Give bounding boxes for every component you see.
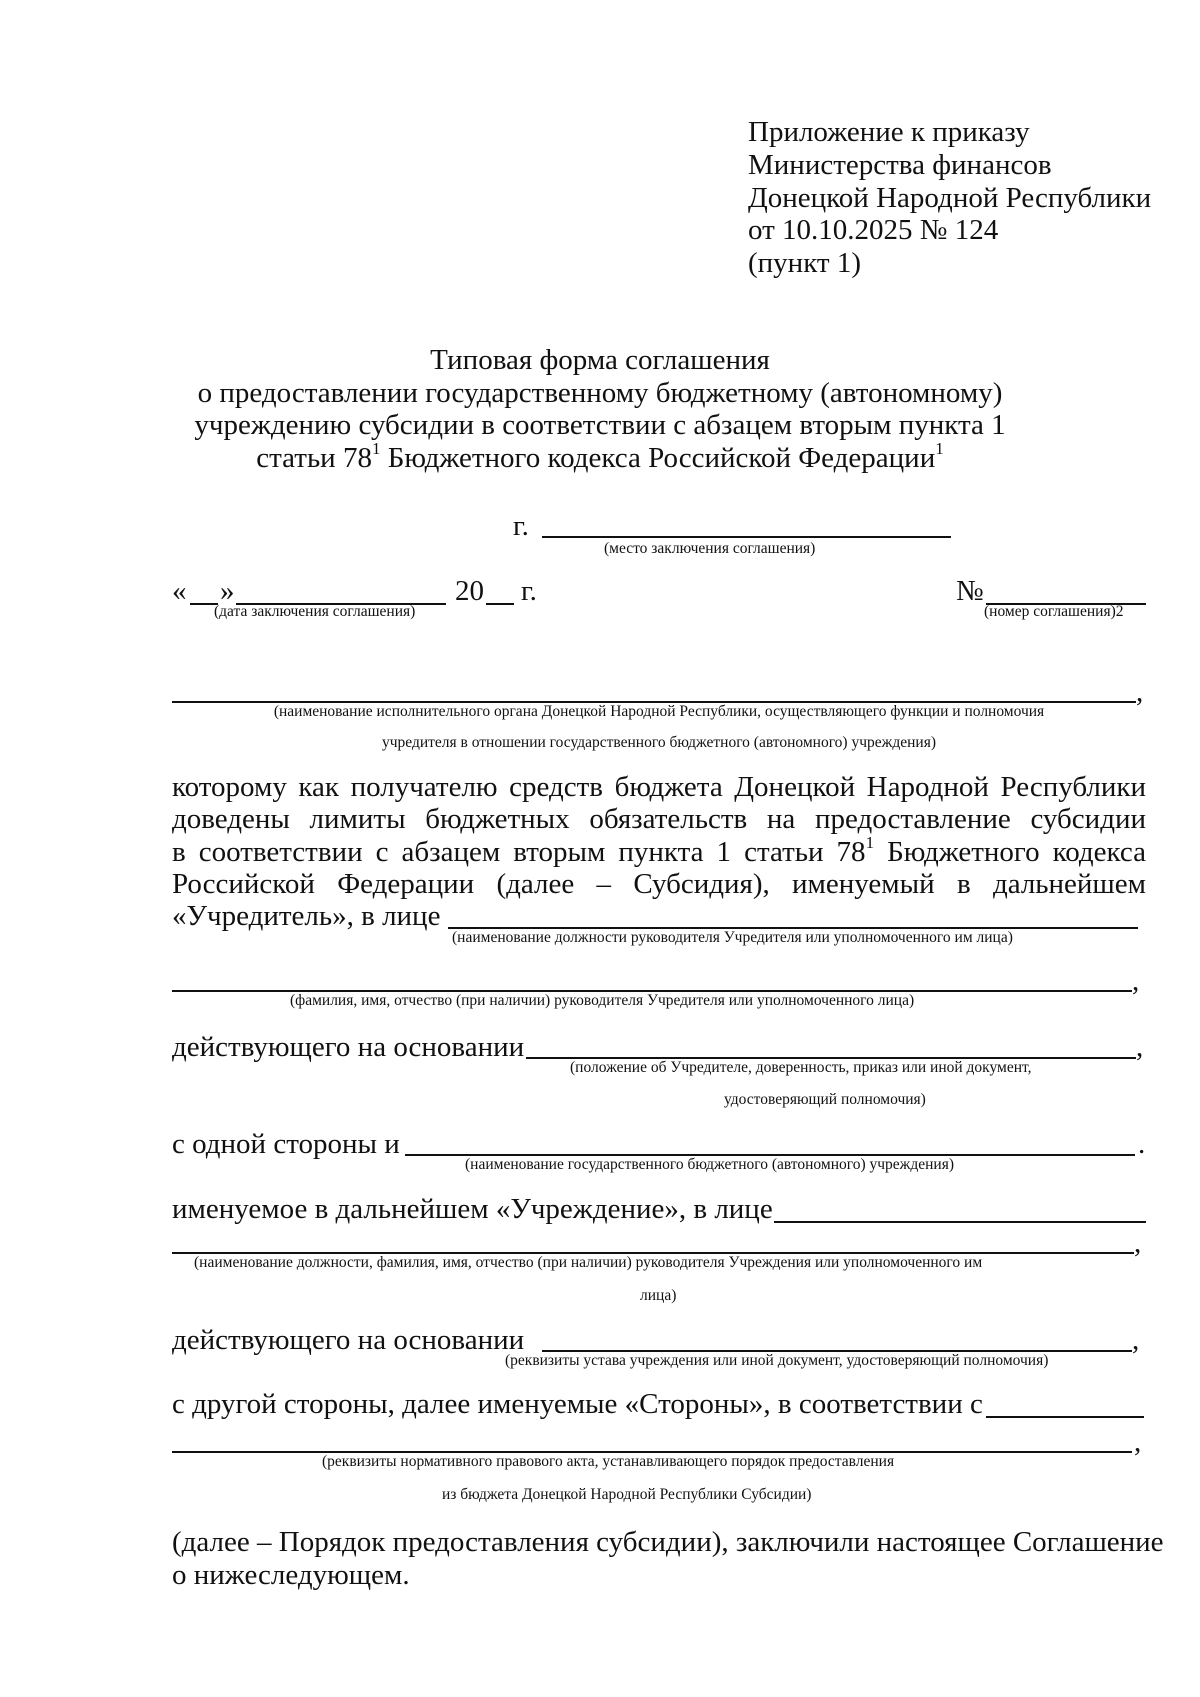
title-line-3: учреждению субсидии в соответствии с абзацем вторым пункта 1: [194, 409, 1006, 441]
paragraph-line-3-a: в соответствии с абзацем вторым пункта 1 статьи 78: [172, 836, 866, 868]
year-suffix: г.: [521, 575, 537, 607]
institution-comma: ,: [1134, 1227, 1142, 1259]
title-article: статьи 78: [256, 442, 372, 474]
institution-text: именуемое в дальнейшем «Учреждение», в лице: [172, 1193, 773, 1225]
title-article-superscript: 1: [371, 439, 381, 458]
institution-representative-blank-line-1: [774, 1221, 1146, 1223]
organ-caption-2: учредителя в отношении государственного бюджетного (автономного) учреждения): [382, 734, 936, 751]
regulation-caption-2: из бюджета Донецкой Народной Республики Субсидии): [442, 1486, 812, 1503]
paragraph-line-3-b: Бюджетного кодекса: [874, 836, 1146, 868]
other-side-text: с другой стороны, далее именуемые «Стороны», в соответствии с: [172, 1388, 983, 1420]
title-line-1: Типовая форма соглашения: [430, 344, 770, 376]
one-side-text: с одной стороны и: [172, 1128, 400, 1160]
founder-basis-comma: ,: [1136, 1031, 1144, 1063]
footnote-marker-1: 1: [935, 439, 944, 458]
year-blank-line: [486, 603, 514, 605]
place-caption: (место заключения соглашения): [604, 540, 816, 557]
founder-basis-caption-1: (положение об Учредителе, доверенность, приказ или иной документ,: [570, 1059, 1032, 1076]
founder-person-comma: ,: [1132, 965, 1140, 997]
paragraph-line-2: доведены лимиты бюджетных обязательств на предоставление субсидии: [172, 803, 1146, 835]
number-sign: №: [956, 575, 984, 607]
city-prefix: г.: [513, 510, 529, 542]
title-line-4: [0, 439, 1200, 474]
paragraph-line-3: [172, 833, 1146, 868]
regulation-caption-1: (реквизиты нормативного правового акта, устанавливающего порядок предоставления: [322, 1453, 895, 1470]
founder-basis-caption-2: удостоверяющий полномочия): [724, 1091, 926, 1108]
founder-basis-text: действующего на основании: [172, 1031, 525, 1063]
paragraph-line-4: Российской Федерации (далее – Субсидия), именуемый в дальнейшем: [172, 868, 1146, 900]
date-open-quote: «: [172, 575, 187, 607]
closing-line-1: (далее – Порядок предоставления субсидии), заключили настоящее Соглашение: [172, 1526, 1164, 1558]
institution-basis-caption: (реквизиты устава учреждения или иной документ, удостоверяющий полномочия): [505, 1352, 1049, 1369]
institution-caption-2: лица): [640, 1287, 677, 1304]
closing-line-2: о нижеследующем.: [172, 1559, 410, 1591]
regulation-blank-line-1: [986, 1416, 1144, 1418]
title-code: Бюджетного кодекса Российской Федерации: [380, 442, 936, 474]
paragraph-line-5: «Учредитель», в лице: [172, 900, 441, 932]
number-caption: (номер соглашения)2: [984, 603, 1124, 620]
other-side-comma: ,: [1134, 1426, 1142, 1458]
organ-caption-1: (наименование исполнительного органа Донецкой Народной Республики, осуществляющего функции и полномочия: [273, 703, 1045, 720]
year-prefix: 20: [455, 575, 484, 607]
date-caption: (дата заключения соглашения): [214, 603, 416, 620]
founder-position-caption: (наименование должности руководителя Учредителя или уполномоченного им лица): [452, 929, 1013, 946]
header-line-4: от 10.10.2025 № 124: [748, 214, 999, 246]
title-line-2: о предоставлении государственному бюджетному (автономному): [197, 377, 1003, 409]
header-line-1: Приложение к приказу: [748, 116, 1030, 148]
organ-comma: ,: [1136, 676, 1144, 708]
institution-name-caption: (наименование государственного бюджетного (автономного) учреждения): [465, 1156, 955, 1173]
date-close-quote: »: [220, 575, 235, 607]
paragraph-line-1: которому как получателю средств бюджета Донецкой Народной Республики: [172, 771, 1146, 803]
institution-caption-1: (наименование должности, фамилия, имя, отчество (при наличии) руководителя Учреждения или уполномоченного им: [194, 1254, 983, 1271]
institution-basis-comma: ,: [1132, 1324, 1140, 1356]
header-line-2: Министерства финансов: [748, 149, 1052, 181]
institution-basis-text: действующего на основании: [172, 1324, 525, 1356]
one-side-period: .: [1138, 1128, 1146, 1160]
paragraph-article-superscript: 1: [865, 833, 875, 852]
header-line-3: Донецкой Народной Республики: [748, 182, 1152, 214]
founder-person-caption: (фамилия, имя, отчество (при наличии) руководителя Учредителя или уполномоченного лица): [290, 992, 915, 1009]
place-blank-line: [542, 536, 951, 538]
header-line-5: (пункт 1): [748, 247, 861, 279]
